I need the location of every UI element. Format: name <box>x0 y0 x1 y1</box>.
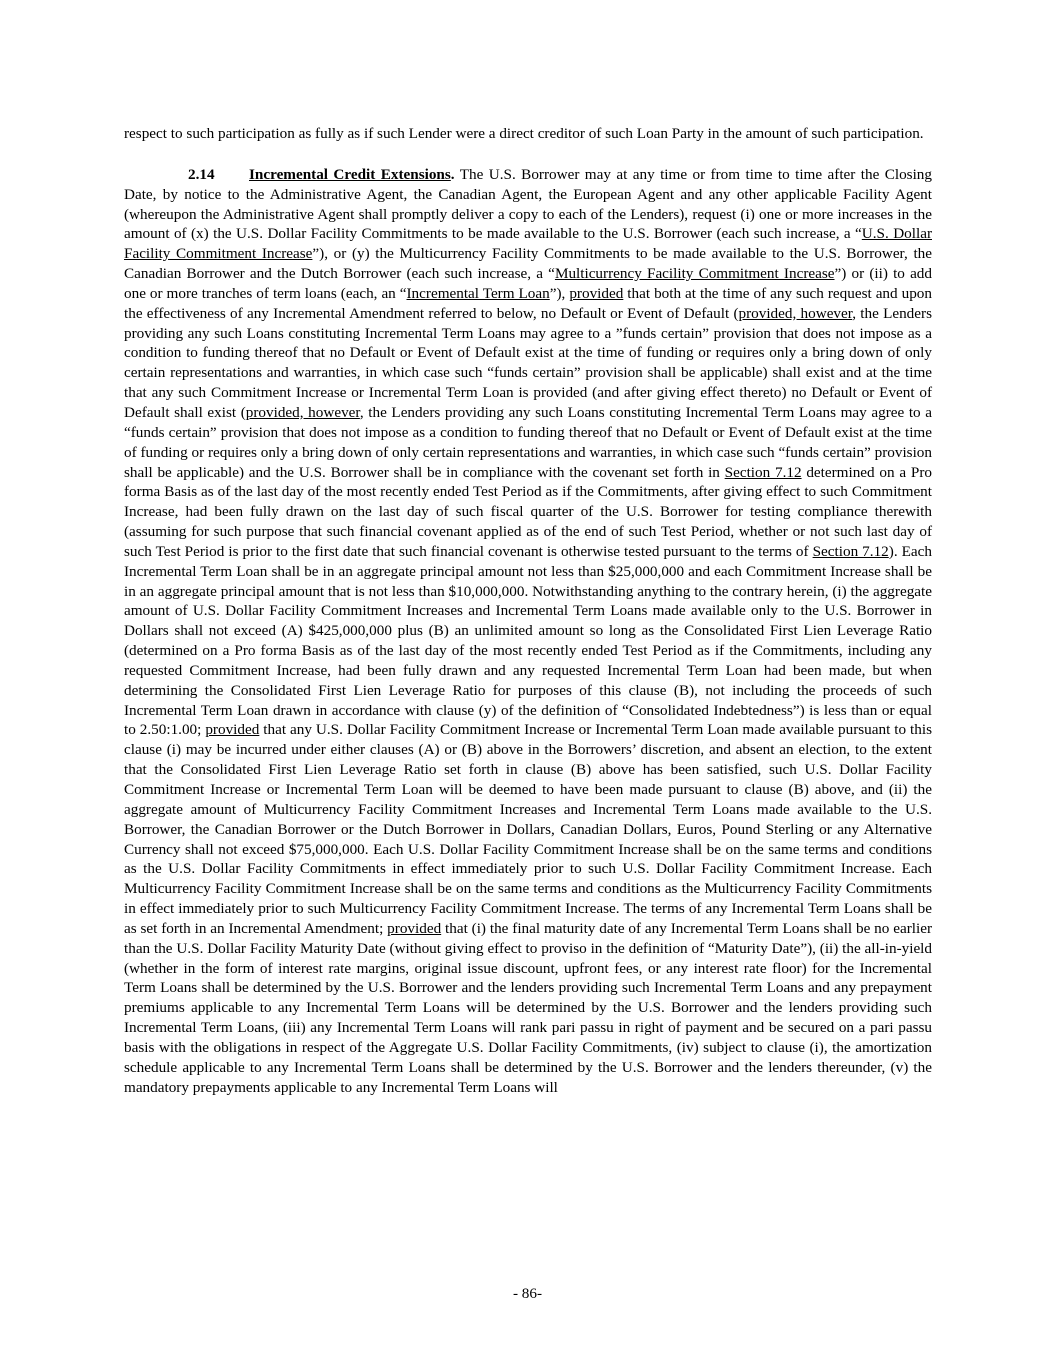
body-text: ). Each Incremental Term Loan shall be in an aggregate principal amount not less than $25,000,000 and each Commitment Increase shall be in an aggregate principal amount that is not less than $10,000,000. Notwithstanding anything to the contrary herein, (i) the aggregate amount of U.S. Dollar Facility Commitment Increases and Incremental Term Loans made available only to the U.S. Borrower in Dollars shall not exceed (A) $425,000,000 plus (B) an unlimited amount so long as the Consolidated First Lien Leverage Ratio (determined on a Pro forma Basis as of the last day of the most recently ended Test Period as if the Commitments, including any requested Commitment Increase, had been fully drawn and any requested Incremental Term Loan had been made, but when determining the Consolidated First Lien Leverage Ratio for purposes of this clause (B), not including the proceeds of such Incremental Term Loan drawn in accordance with clause (y) of the definition of “Consolidated Indebtedness”) is less than or equal to 2.50:1.00; <box>124 542 932 739</box>
body-text: determined on a Pro forma Basis as of the last day of the most recently ended Test Period as if the Commitments, after giving effect to such Commitment Increase, had been fully drawn on the last day of such fiscal quarter of the U.S. Borrower for testing compliance therewith (assuming for such purpose that such financial covenant applied as of the end of such Test Period, whether or not such last day of such Test Period is prior to the first date that such financial covenant is otherwise tested pursuant to the terms of <box>124 463 932 560</box>
section-title-punct: . <box>450 165 455 183</box>
defined-term: Multicurrency Facility Commitment Increase <box>554 265 835 283</box>
defined-term: Incremental Term Loan <box>406 284 550 302</box>
document-page <box>124 124 932 1098</box>
page-number: - 86- <box>512 1285 543 1302</box>
body-text: ”), <box>549 284 570 302</box>
section-reference: Section 7.12 <box>812 542 889 560</box>
body-text: ”), or (y) the Multicurrency Facility Commitments to be made available to the U.S. Borrower, the Canadian Borrower and the Dutch Borrower (each such increase, a “ <box>124 245 932 283</box>
body-text: that any U.S. Dollar Facility Commitment Increase or Incremental Term Loan made available pursuant to this clause (i) may be incurred under either clauses (A) or (B) above in the Borrowers’ discretion, and absent an election, to the extent that the Consolidated First Lien Leverage Ratio set forth in clause (B) above has been satisfied, such U.S. Dollar Facility Commitment Increase or Incremental Term Loan will be deemed to have been made pursuant to clause (B) above, and (ii) the aggregate amount of Multicurrency Facility Commitment Increases and Incremental Term Loans made available to the U.S. Borrower, the Canadian Borrower or the Dutch Borrower in Dollars, Canadian Dollars, Euros, Pound Sterling or any Alternative Currency shall not exceed $75,000,000. Each U.S. Dollar Facility Commitment Increase shall be on the same terms and conditions as the U.S. Dollar Facility Commitments in effect immediately prior to such U.S. Dollar Facility Commitment Increase. Each Multicurrency Facility Commitment Increase shall be on the same terms and conditions as the Multicurrency Facility Commitments in effect immediately prior to such Multicurrency Facility Commitment Increase. The terms of any Incremental Term Loans shall be as set forth in an Incremental Amendment; <box>124 721 932 937</box>
body-text: that (i) the final maturity date of any Incremental Term Loans shall be no earlier than the U.S. Dollar Facility Maturity Date (without giving effect to proviso in the definition of “Maturity Date”), (ii) the all-in-yield (whether in the form of interest rate margins, original issue discount, upfront fees, or any interest rate floor) for the Incremental Term Loans shall be determined by the U.S. Borrower and the lenders providing such Incremental Term Loans and any prepayment premiums applicable to any Incremental Term Loans will be determined by the U.S. Borrower and the lenders providing such Incremental Term Loans, (iii) any Incremental Term Loans will rank pari passu in right of payment and be secured on a pari passu basis with the obligations in respect of the Aggregate U.S. Dollar Facility Commitments, (iv) subject to clause (i), the amortization schedule applicable to any Incremental Term Loans shall be determined by the U.S. Borrower and the lenders thereunder, (v) the mandatory prepayments applicable to any Incremental Term Loans will <box>124 919 933 1096</box>
section-2-14-paragraph <box>124 165 932 1098</box>
defined-term: U.S. Dollar Facility Commitment Increase <box>124 225 932 263</box>
body-text: , the Lenders providing any such Loans constituting Incremental Term Loans may agree to a ”funds certain” provision that does not impose as a condition to funding thereof that no Default or Event of Default exist at the time of funding or requires only a bring down of only certain representations and warranties, in which case such “funds certain” provision shall be applicable) shall exist and at the time that any such Commitment Increase or Incremental Term Loan is provided (and after giving effect thereto) no Default or Event of Default shall exist ( <box>124 304 932 421</box>
body-text: ”) or (ii) to add one or more tranches of term loans (each, an “ <box>124 265 932 302</box>
body-text: The U.S. Borrower may at any time or from time to time after the Closing Date, by notice to the Administrative Agent, the Canadian Agent, the European Agent and any other applicable Facility Agent (whereupon the Administrative Agent shall promptly deliver a copy to each of the Lenders), request (i) one or more increases in the amount of (x) the U.S. Dollar Facility Commitments to be made available to the U.S. Borrower (each such increase, a “ <box>124 165 932 243</box>
proviso-term: provided, however <box>245 403 360 421</box>
continuation-paragraph: respect to such participation as fully as if such Lender were a direct creditor of such Loan Party in the amount of such participation. <box>124 125 924 142</box>
section-title: Incremental Credit Extensions <box>249 165 451 183</box>
proviso-term: provided <box>569 284 624 302</box>
proviso-term: provided <box>387 919 442 937</box>
proviso-term: provided <box>205 721 260 739</box>
body-text: , the Lenders providing any such Loans constituting Incremental Term Loans may agree to a “funds certain” provision that does not impose as a condition to funding thereof that no Default or Event of Default exist at the time of funding or requires only a bring down of only certain representations and warranties, in which case such “funds certain” provision shall be applicable) and the U.S. Borrower shall be in compliance with the covenant set forth in <box>124 403 932 481</box>
body-text: that both at the time of any such request and upon the effectiveness of any Incremental Amendment referred to below, no Default or Event of Default ( <box>124 284 932 322</box>
proviso-term: provided, however <box>738 304 853 322</box>
section-reference: Section 7.12 <box>724 463 802 481</box>
section-number: 2.14 <box>188 165 215 183</box>
